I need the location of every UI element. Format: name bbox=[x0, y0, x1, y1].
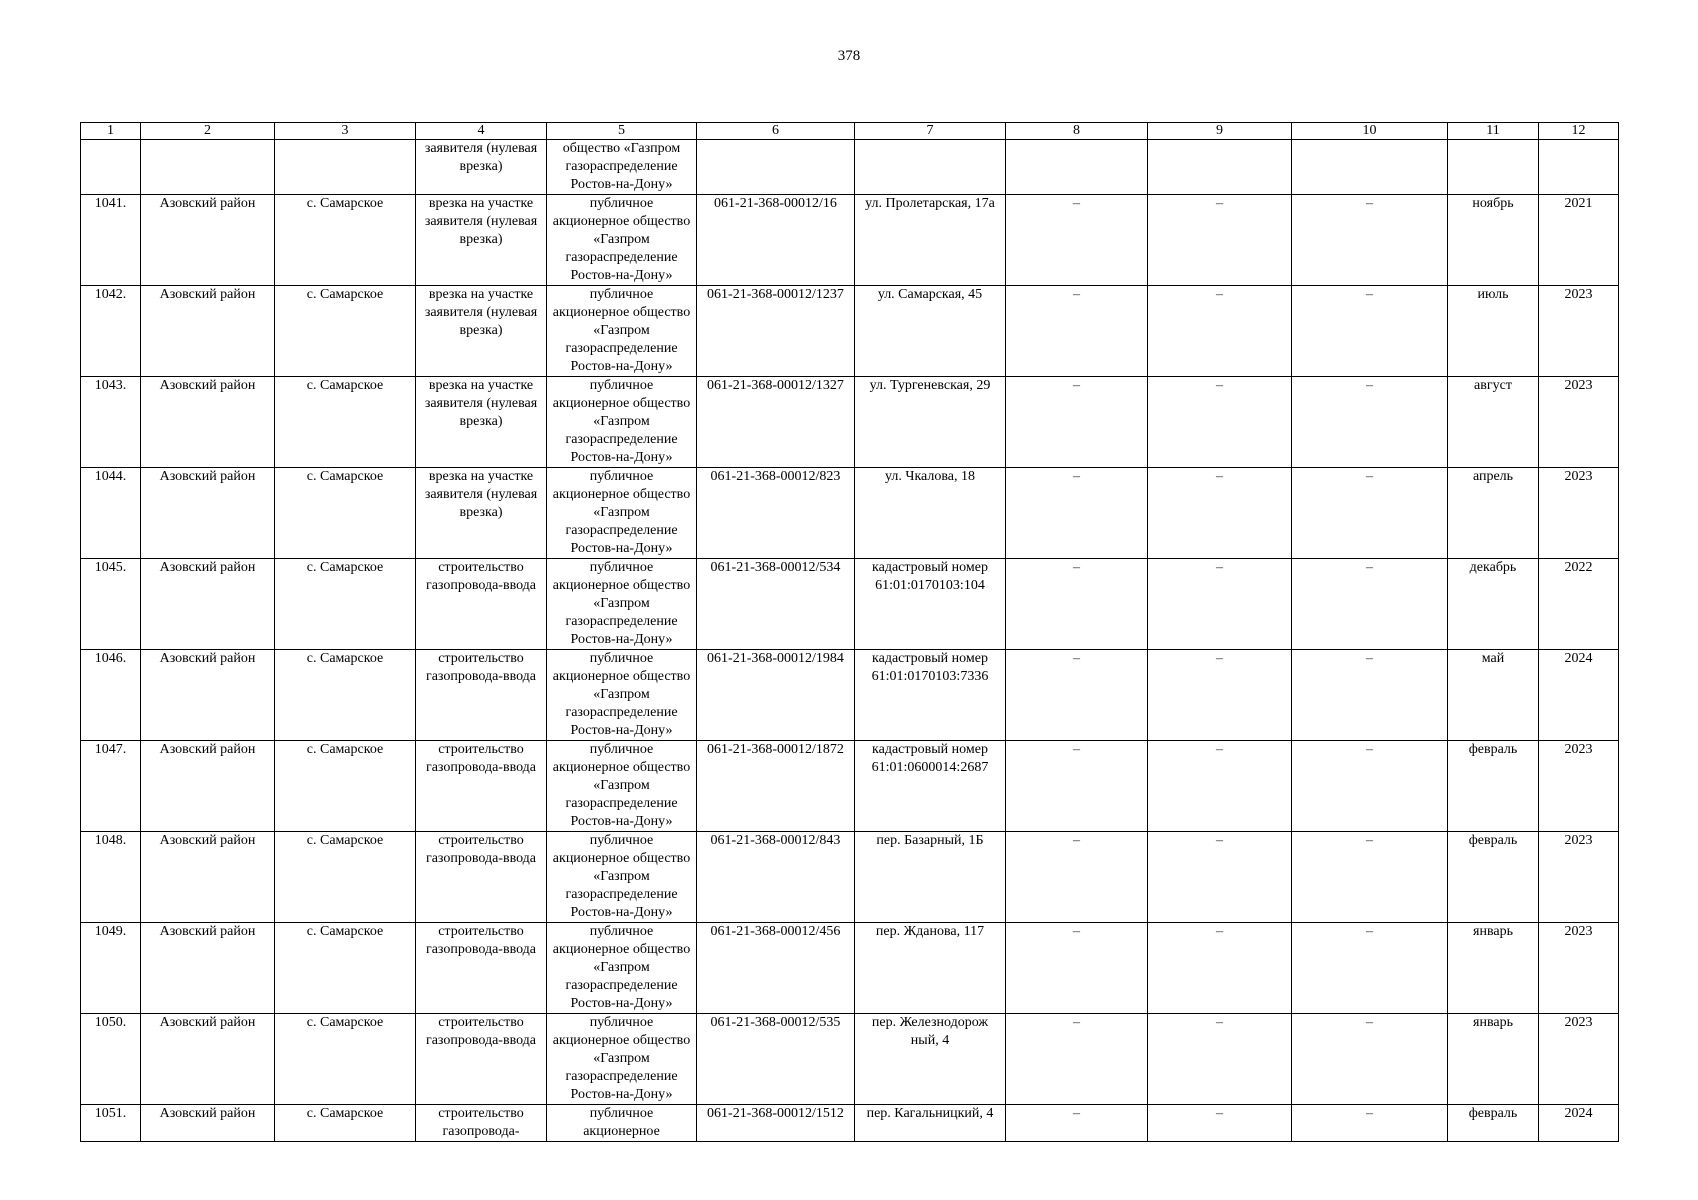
cell-col8: – bbox=[1006, 1105, 1148, 1142]
cell-district: Азовский район bbox=[141, 468, 275, 559]
cell-settlement: с. Самарское bbox=[275, 923, 416, 1014]
cell-organization: публичное акционерное общество «Газпром газораспределение Ростов-на-Дону» bbox=[547, 559, 697, 650]
cell-district: Азовский район bbox=[141, 286, 275, 377]
cell-col10: – bbox=[1292, 377, 1448, 468]
cell-code: 061-21-368-00012/823 bbox=[697, 468, 855, 559]
cell-settlement: с. Самарское bbox=[275, 377, 416, 468]
table-row bbox=[81, 286, 1619, 377]
cell-month: февраль bbox=[1448, 741, 1539, 832]
cell-district: Азовский район bbox=[141, 741, 275, 832]
cell-organization: публичное акционерное общество «Газпром газораспределение Ростов-на-Дону» bbox=[547, 741, 697, 832]
cell-month: январь bbox=[1448, 923, 1539, 1014]
cell-col9: – bbox=[1148, 1014, 1292, 1105]
cell-month bbox=[1448, 140, 1539, 195]
cell-col8: – bbox=[1006, 559, 1148, 650]
cell-col9: – bbox=[1148, 286, 1292, 377]
column-header: 9 bbox=[1148, 123, 1292, 140]
table-row bbox=[81, 741, 1619, 832]
cell-code bbox=[697, 140, 855, 195]
column-header: 12 bbox=[1539, 123, 1619, 140]
cell-work-type: врезка на участке заявителя (нулевая врезка) bbox=[416, 468, 547, 559]
cell-number: 1044. bbox=[81, 468, 141, 559]
cell-code: 061-21-368-00012/16 bbox=[697, 195, 855, 286]
registry-table bbox=[80, 122, 1619, 1142]
page-number: 378 bbox=[837, 48, 861, 64]
cell-organization: публичное акционерное общество «Газпром газораспределение Ростов-на-Дону» bbox=[547, 468, 697, 559]
cell-col10: – bbox=[1292, 286, 1448, 377]
cell-address: ул. Чкалова, 18 bbox=[855, 468, 1006, 559]
cell-month: август bbox=[1448, 377, 1539, 468]
cell-organization: публичное акционерное bbox=[547, 1105, 697, 1142]
table-row bbox=[81, 377, 1619, 468]
cell-year: 2023 bbox=[1539, 286, 1619, 377]
cell-organization: общество «Газпром газораспределение Ростов-на-Дону» bbox=[547, 140, 697, 195]
column-header: 6 bbox=[697, 123, 855, 140]
cell-address: кадастровый номер 61:01:0170103:7336 bbox=[855, 650, 1006, 741]
cell-col8 bbox=[1006, 140, 1148, 195]
cell-address: пер. Железнодорож ный, 4 bbox=[855, 1014, 1006, 1105]
cell-district: Азовский район bbox=[141, 1014, 275, 1105]
column-header: 10 bbox=[1292, 123, 1448, 140]
cell-number: 1041. bbox=[81, 195, 141, 286]
cell-code: 061-21-368-00012/535 bbox=[697, 1014, 855, 1105]
cell-col10: – bbox=[1292, 468, 1448, 559]
column-header: 8 bbox=[1006, 123, 1148, 140]
cell-col9: – bbox=[1148, 1105, 1292, 1142]
cell-col8: – bbox=[1006, 741, 1148, 832]
cell-col9: – bbox=[1148, 741, 1292, 832]
table-row bbox=[81, 559, 1619, 650]
cell-settlement: с. Самарское bbox=[275, 468, 416, 559]
cell-district: Азовский район bbox=[141, 923, 275, 1014]
cell-settlement bbox=[275, 140, 416, 195]
cell-district bbox=[141, 140, 275, 195]
table-row bbox=[81, 1014, 1619, 1105]
cell-year: 2023 bbox=[1539, 923, 1619, 1014]
cell-district: Азовский район bbox=[141, 195, 275, 286]
table-row bbox=[81, 650, 1619, 741]
cell-work-type: строительство газопровода-ввода bbox=[416, 1014, 547, 1105]
cell-col10: – bbox=[1292, 195, 1448, 286]
cell-col9: – bbox=[1148, 468, 1292, 559]
cell-address: пер. Жданова, 117 bbox=[855, 923, 1006, 1014]
cell-year: 2024 bbox=[1539, 650, 1619, 741]
cell-year: 2021 bbox=[1539, 195, 1619, 286]
cell-number: 1047. bbox=[81, 741, 141, 832]
cell-month: декабрь bbox=[1448, 559, 1539, 650]
cell-col9 bbox=[1148, 140, 1292, 195]
cell-settlement: с. Самарское bbox=[275, 1105, 416, 1142]
cell-month: февраль bbox=[1448, 1105, 1539, 1142]
column-header: 1 bbox=[81, 123, 141, 140]
cell-work-type: строительство газопровода- bbox=[416, 1105, 547, 1142]
cell-organization: публичное акционерное общество «Газпром газораспределение Ростов-на-Дону» bbox=[547, 923, 697, 1014]
table-row-continued bbox=[81, 140, 1619, 195]
cell-month: июль bbox=[1448, 286, 1539, 377]
cell-number: 1049. bbox=[81, 923, 141, 1014]
cell-month: февраль bbox=[1448, 832, 1539, 923]
cell-col8: – bbox=[1006, 468, 1148, 559]
cell-code: 061-21-368-00012/456 bbox=[697, 923, 855, 1014]
table-row bbox=[81, 923, 1619, 1014]
cell-settlement: с. Самарское bbox=[275, 741, 416, 832]
cell-month: январь bbox=[1448, 1014, 1539, 1105]
cell-col8: – bbox=[1006, 923, 1148, 1014]
cell-year: 2023 bbox=[1539, 377, 1619, 468]
cell-district: Азовский район bbox=[141, 1105, 275, 1142]
column-header: 7 bbox=[855, 123, 1006, 140]
column-header: 4 bbox=[416, 123, 547, 140]
cell-year: 2023 bbox=[1539, 832, 1619, 923]
cell-organization: публичное акционерное общество «Газпром газораспределение Ростов-на-Дону» bbox=[547, 195, 697, 286]
cell-number: 1048. bbox=[81, 832, 141, 923]
cell-organization: публичное акционерное общество «Газпром газораспределение Ростов-на-Дону» bbox=[547, 377, 697, 468]
cell-settlement: с. Самарское bbox=[275, 559, 416, 650]
cell-col10: – bbox=[1292, 1105, 1448, 1142]
table-row bbox=[81, 832, 1619, 923]
cell-col10: – bbox=[1292, 650, 1448, 741]
column-header: 2 bbox=[141, 123, 275, 140]
cell-work-type: строительство газопровода-ввода bbox=[416, 559, 547, 650]
cell-district: Азовский район bbox=[141, 377, 275, 468]
cell-col9: – bbox=[1148, 650, 1292, 741]
column-header: 11 bbox=[1448, 123, 1539, 140]
cell-code: 061-21-368-00012/1327 bbox=[697, 377, 855, 468]
cell-number: 1045. bbox=[81, 559, 141, 650]
cell-address: кадастровый номер 61:01:0170103:104 bbox=[855, 559, 1006, 650]
cell-settlement: с. Самарское bbox=[275, 286, 416, 377]
cell-work-type: врезка на участке заявителя (нулевая врезка) bbox=[416, 195, 547, 286]
cell-year bbox=[1539, 140, 1619, 195]
cell-col9: – bbox=[1148, 195, 1292, 286]
cell-month: май bbox=[1448, 650, 1539, 741]
cell-col8: – bbox=[1006, 377, 1148, 468]
cell-settlement: с. Самарское bbox=[275, 832, 416, 923]
cell-address: ул. Тургеневская, 29 bbox=[855, 377, 1006, 468]
cell-organization: публичное акционерное общество «Газпром газораспределение Ростов-на-Дону» bbox=[547, 650, 697, 741]
cell-number: 1043. bbox=[81, 377, 141, 468]
cell-work-type: строительство газопровода-ввода bbox=[416, 650, 547, 741]
cell-month: апрель bbox=[1448, 468, 1539, 559]
cell-settlement: с. Самарское bbox=[275, 650, 416, 741]
cell-code: 061-21-368-00012/534 bbox=[697, 559, 855, 650]
cell-col10: – bbox=[1292, 1014, 1448, 1105]
column-number-row bbox=[81, 123, 1619, 140]
cell-code: 061-21-368-00012/843 bbox=[697, 832, 855, 923]
cell-month: ноябрь bbox=[1448, 195, 1539, 286]
cell-code: 061-21-368-00012/1872 bbox=[697, 741, 855, 832]
cell-col10: – bbox=[1292, 559, 1448, 650]
cell-address: пер. Базарный, 1Б bbox=[855, 832, 1006, 923]
cell-work-type: строительство газопровода-ввода bbox=[416, 923, 547, 1014]
cell-col10 bbox=[1292, 140, 1448, 195]
cell-number: 1050. bbox=[81, 1014, 141, 1105]
cell-address bbox=[855, 140, 1006, 195]
cell-work-type: строительство газопровода-ввода bbox=[416, 832, 547, 923]
cell-work-type: врезка на участке заявителя (нулевая врезка) bbox=[416, 286, 547, 377]
cell-col9: – bbox=[1148, 832, 1292, 923]
cell-work-type: врезка на участке заявителя (нулевая врезка) bbox=[416, 377, 547, 468]
column-header: 3 bbox=[275, 123, 416, 140]
cell-col10: – bbox=[1292, 741, 1448, 832]
table-row bbox=[81, 468, 1619, 559]
cell-number bbox=[81, 140, 141, 195]
cell-work-type: строительство газопровода-ввода bbox=[416, 741, 547, 832]
cell-code: 061-21-368-00012/1237 bbox=[697, 286, 855, 377]
cell-col9: – bbox=[1148, 377, 1292, 468]
cell-col10: – bbox=[1292, 923, 1448, 1014]
cell-district: Азовский район bbox=[141, 650, 275, 741]
cell-code: 061-21-368-00012/1984 bbox=[697, 650, 855, 741]
cell-col8: – bbox=[1006, 650, 1148, 741]
column-header: 5 bbox=[547, 123, 697, 140]
cell-number: 1042. bbox=[81, 286, 141, 377]
cell-district: Азовский район bbox=[141, 832, 275, 923]
cell-address: ул. Самарская, 45 bbox=[855, 286, 1006, 377]
cell-year: 2023 bbox=[1539, 468, 1619, 559]
cell-year: 2024 bbox=[1539, 1105, 1619, 1142]
cell-col8: – bbox=[1006, 195, 1148, 286]
cell-organization: публичное акционерное общество «Газпром газораспределение Ростов-на-Дону» bbox=[547, 832, 697, 923]
cell-organization: публичное акционерное общество «Газпром газораспределение Ростов-на-Дону» bbox=[547, 286, 697, 377]
table-row bbox=[81, 195, 1619, 286]
cell-address: пер. Кагальницкий, 4 bbox=[855, 1105, 1006, 1142]
cell-year: 2022 bbox=[1539, 559, 1619, 650]
cell-col9: – bbox=[1148, 559, 1292, 650]
cell-address: кадастровый номер 61:01:0600014:2687 bbox=[855, 741, 1006, 832]
cell-col10: – bbox=[1292, 832, 1448, 923]
cell-year: 2023 bbox=[1539, 741, 1619, 832]
table-row bbox=[81, 1105, 1619, 1142]
cell-code: 061-21-368-00012/1512 bbox=[697, 1105, 855, 1142]
cell-district: Азовский район bbox=[141, 559, 275, 650]
cell-settlement: с. Самарское bbox=[275, 1014, 416, 1105]
cell-col8: – bbox=[1006, 832, 1148, 923]
cell-col9: – bbox=[1148, 923, 1292, 1014]
cell-work-type: заявителя (нулевая врезка) bbox=[416, 140, 547, 195]
cell-number: 1051. bbox=[81, 1105, 141, 1142]
cell-number: 1046. bbox=[81, 650, 141, 741]
cell-year: 2023 bbox=[1539, 1014, 1619, 1105]
cell-col8: – bbox=[1006, 1014, 1148, 1105]
cell-settlement: с. Самарское bbox=[275, 195, 416, 286]
cell-organization: публичное акционерное общество «Газпром газораспределение Ростов-на-Дону» bbox=[547, 1014, 697, 1105]
cell-address: ул. Пролетарская, 17а bbox=[855, 195, 1006, 286]
cell-col8: – bbox=[1006, 286, 1148, 377]
